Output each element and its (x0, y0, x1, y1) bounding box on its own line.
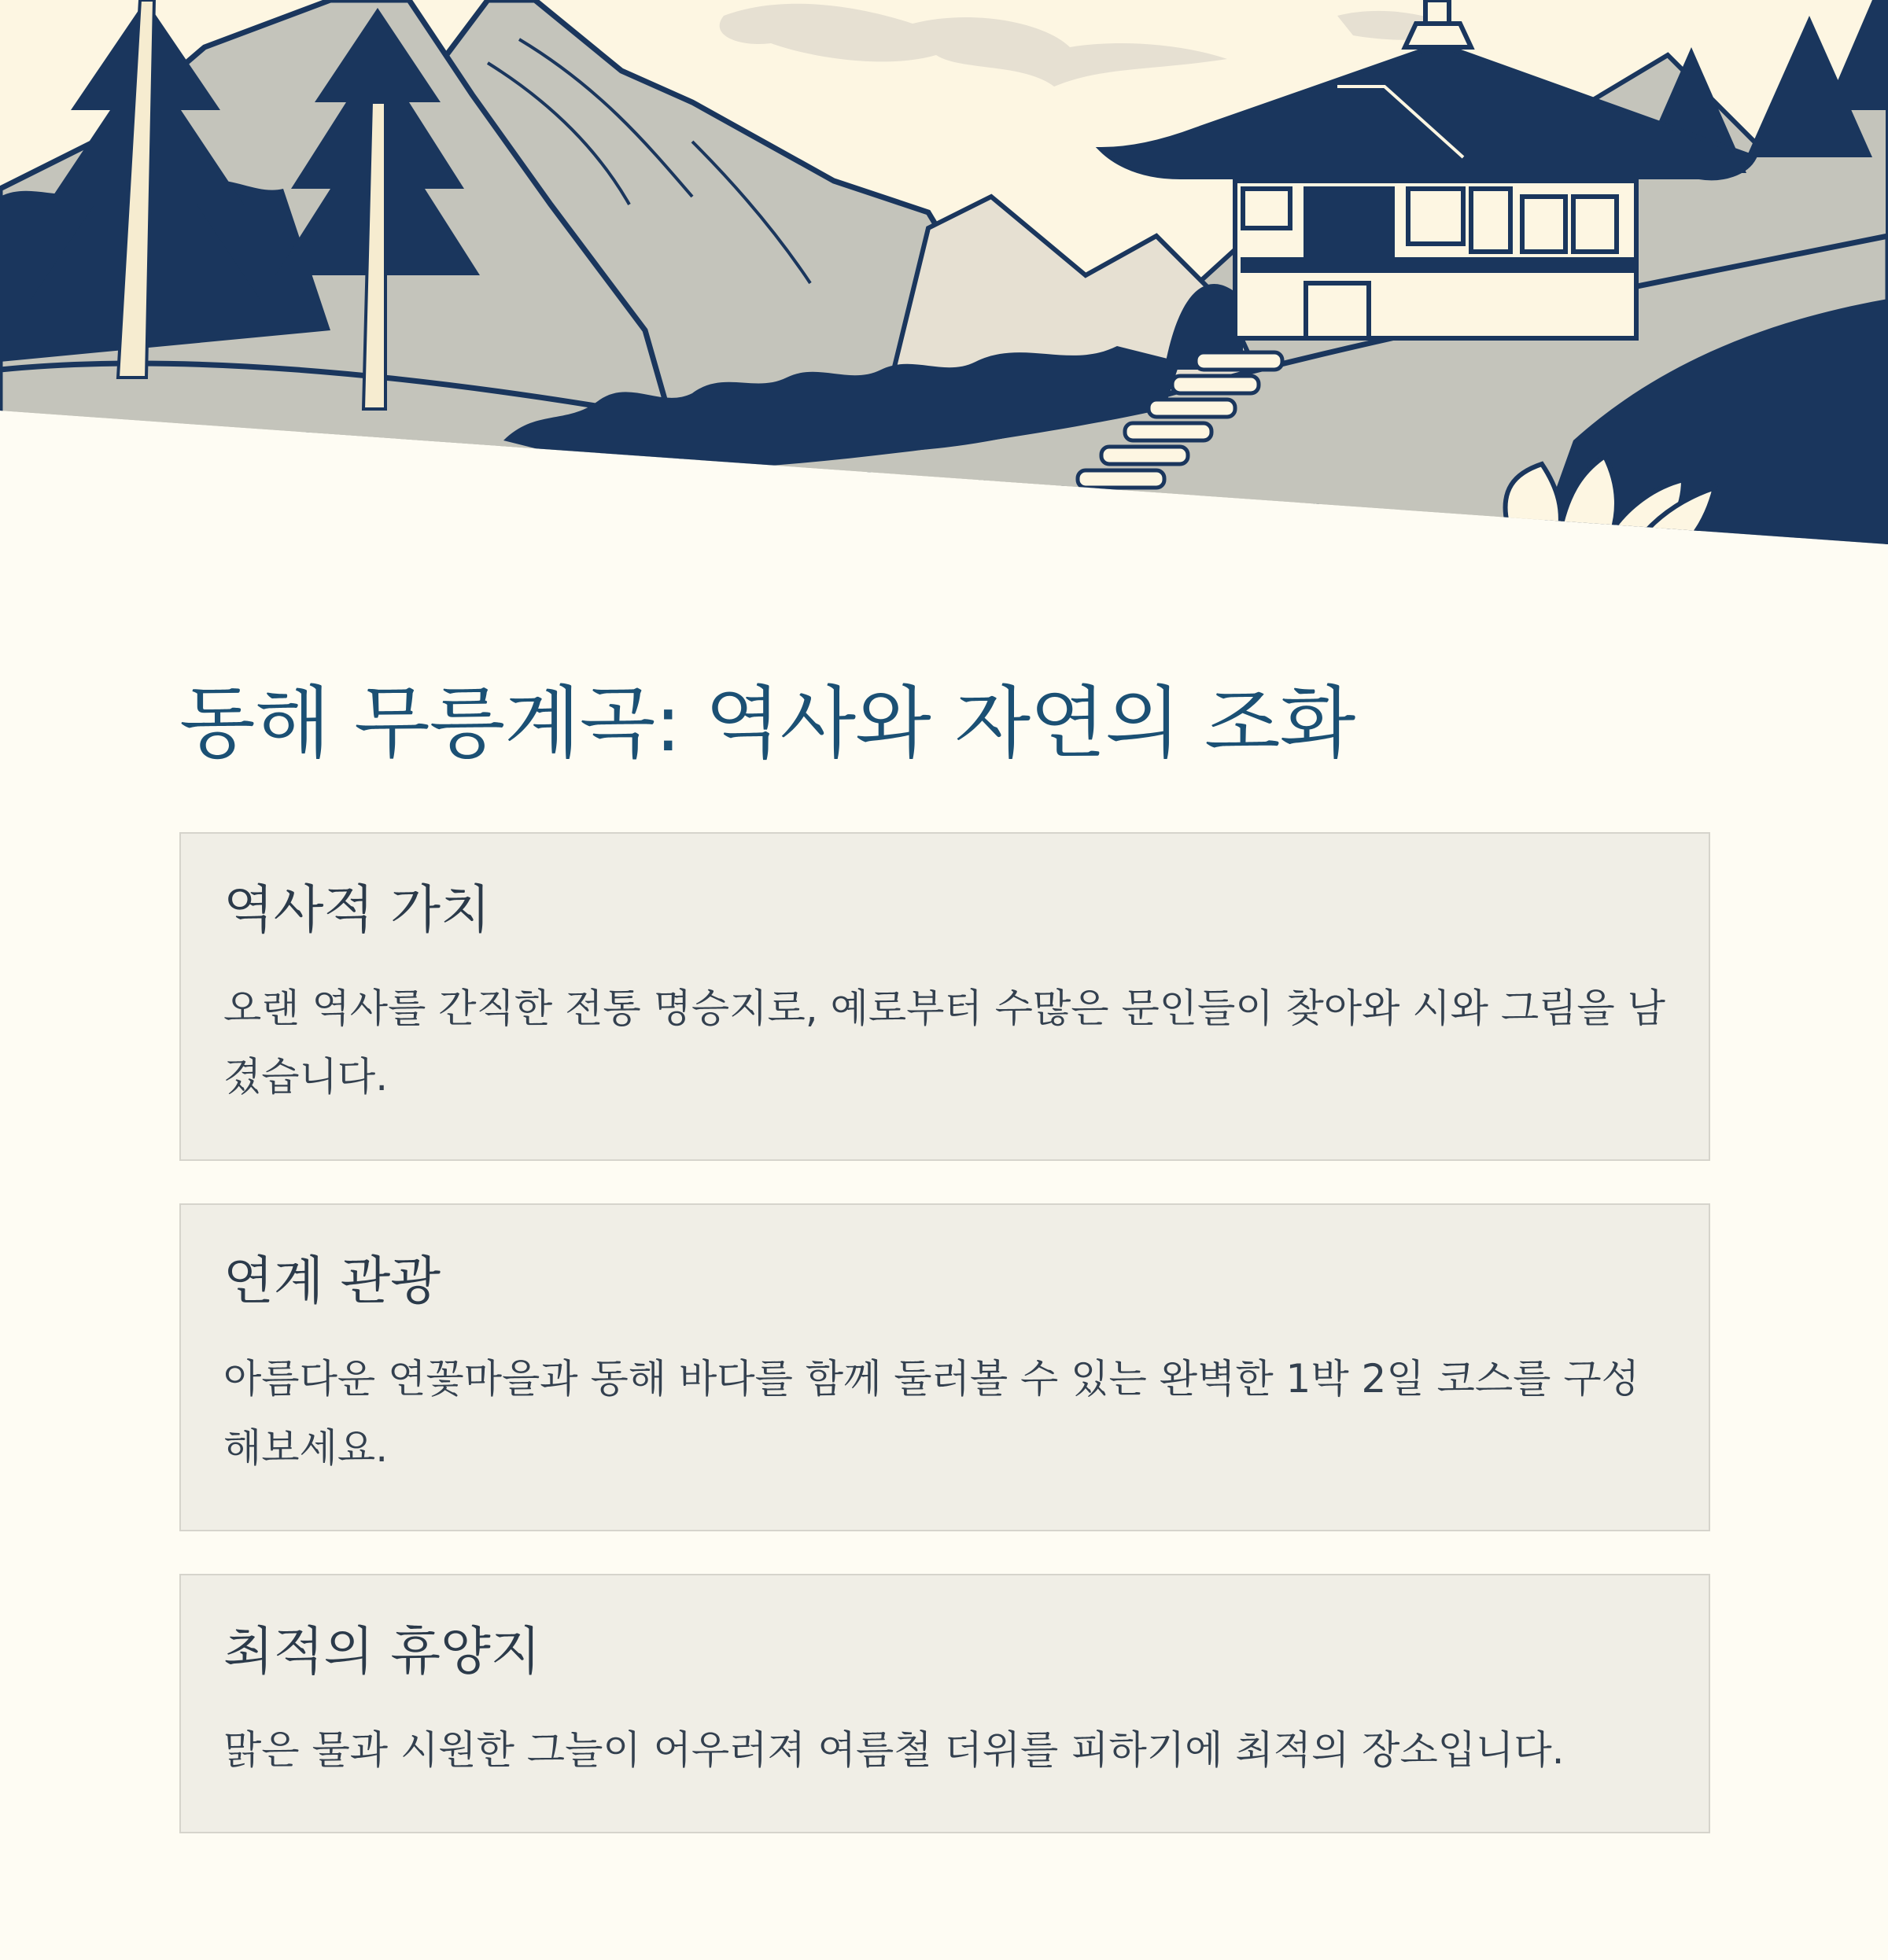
main-content (179, 676, 1710, 1876)
mountain-temple-illustration (0, 0, 1888, 551)
card-title: 최적의 휴양지 (223, 1621, 541, 1682)
card-text: 맑은 물과 시원한 그늘이 어우러져 여름철 더위를 피하기에 최적의 장소입니다. (223, 1726, 1565, 1773)
card-title: 연계 관광 (223, 1250, 441, 1311)
hero-illustration (0, 0, 1888, 551)
info-card-retreat (179, 1574, 1710, 1833)
info-card-tourism (179, 1203, 1710, 1532)
page-title: 동해 무릉계곡: 역사와 자연의 조화 (179, 677, 1355, 769)
card-title: 역사적 가치 (223, 879, 491, 940)
card-text: 아름다운 연꽃마을과 동해 바다를 함께 둘러볼 수 있는 완벽한 1박 2일 코스를 구성해보세요. (223, 1356, 1639, 1471)
info-card-history (179, 832, 1710, 1161)
card-text: 오랜 역사를 간직한 전통 명승지로, 예로부터 수많은 문인들이 찾아와 시와 그림을 남겼습니다. (223, 985, 1665, 1100)
